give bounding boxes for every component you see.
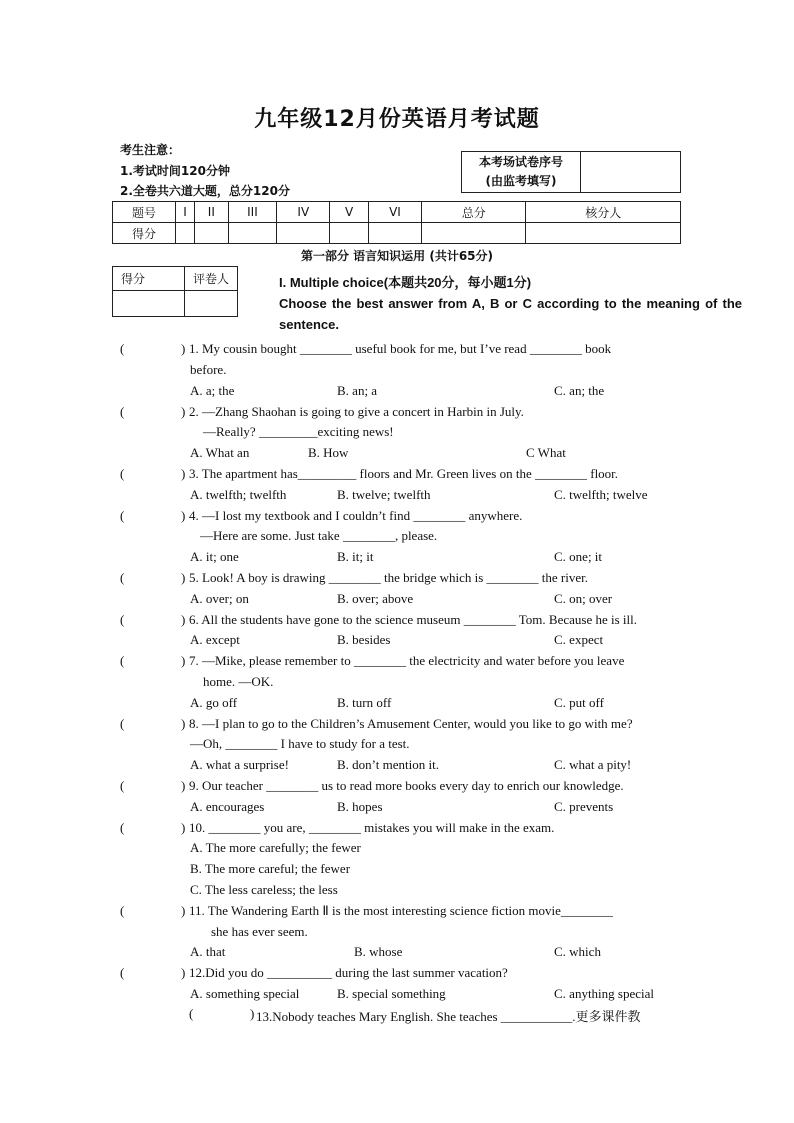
score-col-checker: 核分人 bbox=[526, 202, 681, 223]
score-col-1: I bbox=[176, 202, 195, 223]
score-cell[interactable] bbox=[194, 223, 228, 244]
answer-blank[interactable] bbox=[128, 404, 179, 420]
score-cell[interactable] bbox=[176, 223, 195, 244]
option-a[interactable]: A. over; on bbox=[190, 591, 249, 606]
option-c[interactable]: C. which bbox=[554, 944, 601, 959]
section-heading: I. Multiple choice(本题共20分，每小题1分) bbox=[279, 275, 532, 290]
notice-line-2: 2.全卷共六道大题，总分120分 bbox=[120, 184, 290, 198]
serial-number-field[interactable] bbox=[581, 152, 681, 193]
option-b[interactable]: B. twelve; twelfth bbox=[337, 487, 431, 502]
answer-paren-close: ) bbox=[181, 466, 186, 481]
option-a[interactable]: A. what a surprise! bbox=[190, 757, 289, 772]
answer-blank[interactable] bbox=[128, 903, 179, 919]
answer-paren-open: ( bbox=[120, 570, 125, 585]
option-b[interactable]: B. whose bbox=[354, 944, 403, 959]
score-col-total: 总分 bbox=[422, 202, 526, 223]
option-b[interactable]: B. The more careful; the fewer bbox=[190, 861, 351, 876]
score-col-4: IV bbox=[277, 202, 330, 223]
option-c[interactable]: C. prevents bbox=[554, 799, 614, 814]
serial-label: 本考场试卷序号 bbox=[478, 155, 563, 169]
answer-blank[interactable] bbox=[128, 508, 179, 524]
serial-number-box bbox=[461, 151, 681, 193]
option-c[interactable]: C. on; over bbox=[554, 591, 613, 606]
option-a[interactable]: A. a; the bbox=[190, 383, 235, 398]
answer-paren-close: ) bbox=[181, 508, 186, 523]
answer-paren-open: ( bbox=[120, 612, 125, 627]
answer-paren-open: ( bbox=[120, 466, 125, 481]
option-c[interactable]: C. The less careless; the less bbox=[190, 882, 338, 897]
score-col-2: II bbox=[194, 202, 228, 223]
question-text: 5. Look! A boy is drawing ________ the bridge which is ________ the river. bbox=[189, 570, 588, 585]
option-a[interactable]: A. encourages bbox=[190, 799, 265, 814]
part-title: 第一部分 语言知识运用 (共计65分) bbox=[300, 249, 494, 263]
answer-paren-close: ) bbox=[181, 716, 186, 731]
page-title: 九年级12月份英语月考试题 bbox=[254, 107, 540, 132]
option-a[interactable]: A. that bbox=[190, 944, 226, 959]
score-cell[interactable] bbox=[526, 223, 681, 244]
question-text-continued: —Here are some. Just take ________, please. bbox=[200, 528, 438, 543]
question-text-continued: home. —OK. bbox=[203, 674, 274, 689]
score-table bbox=[112, 201, 681, 244]
score-col-5: V bbox=[330, 202, 368, 223]
answer-blank[interactable] bbox=[128, 570, 179, 586]
question-text: 10. ________ you are, ________ mistakes you will make in the exam. bbox=[189, 820, 555, 835]
answer-paren-close: ) bbox=[181, 404, 186, 419]
option-b[interactable]: B. over; above bbox=[337, 591, 414, 606]
grader-name-label: 评卷人 bbox=[185, 267, 238, 291]
option-b[interactable]: B. turn off bbox=[337, 695, 392, 710]
score-cell[interactable] bbox=[422, 223, 526, 244]
option-b[interactable]: B. How bbox=[308, 445, 349, 460]
grader-score-cell[interactable] bbox=[113, 291, 185, 317]
option-a[interactable]: A. What an bbox=[190, 445, 250, 460]
answer-paren-close: ) bbox=[181, 653, 186, 668]
option-a[interactable]: A. it; one bbox=[190, 549, 239, 564]
answer-paren-close: ) bbox=[250, 1006, 255, 1021]
option-b[interactable]: B. don’t mention it. bbox=[337, 757, 439, 772]
question-text: 8. —I plan to go to the Children’s Amusement Center, would you like to go with me? bbox=[189, 716, 633, 731]
score-cell[interactable] bbox=[277, 223, 330, 244]
answer-blank[interactable] bbox=[128, 341, 179, 357]
answer-paren-close: ) bbox=[181, 778, 186, 793]
answer-paren-close: ) bbox=[181, 612, 186, 627]
option-c[interactable]: C. an; the bbox=[554, 383, 605, 398]
question-text: 12.Did you do __________ during the last summer vacation? bbox=[189, 965, 508, 980]
answer-blank[interactable] bbox=[128, 466, 179, 482]
answer-paren-open: ( bbox=[189, 1006, 194, 1021]
score-col-3: III bbox=[228, 202, 277, 223]
answer-paren-open: ( bbox=[120, 778, 125, 793]
grader-score-label: 得分 bbox=[113, 267, 185, 291]
answer-paren-open: ( bbox=[120, 903, 125, 918]
question-text: 9. Our teacher ________ us to read more books every day to enrich our knowledge. bbox=[189, 778, 624, 793]
option-a[interactable]: A. something special bbox=[190, 986, 300, 1001]
option-a[interactable]: A. twelfth; twelfth bbox=[190, 487, 287, 502]
option-c[interactable]: C. anything special bbox=[554, 986, 655, 1001]
score-row-label: 得分 bbox=[113, 223, 176, 244]
option-b[interactable]: B. it; it bbox=[337, 549, 374, 564]
question-text: 11. The Wandering Earth Ⅱ is the most interesting science fiction movie________ bbox=[189, 903, 613, 918]
answer-blank[interactable] bbox=[128, 612, 179, 628]
option-c[interactable]: C. expect bbox=[554, 632, 604, 647]
option-b[interactable]: B. hopes bbox=[337, 799, 383, 814]
question-text-continued: —Really? _________exciting news! bbox=[203, 424, 394, 439]
option-c[interactable]: C. twelfth; twelve bbox=[554, 487, 648, 502]
serial-sublabel: (由监考填写) bbox=[485, 174, 557, 188]
question-text-continued: she has ever seem. bbox=[211, 924, 308, 939]
answer-blank[interactable] bbox=[197, 1006, 248, 1022]
answer-paren-close: ) bbox=[181, 341, 186, 356]
option-c[interactable]: C. what a pity! bbox=[554, 757, 632, 772]
score-col-6: VI bbox=[368, 202, 421, 223]
answer-paren-close: ) bbox=[181, 903, 186, 918]
answer-blank[interactable] bbox=[128, 716, 179, 732]
notice-heading: 考生注意： bbox=[120, 143, 181, 157]
question-text-continued: —Oh, ________ I have to study for a test. bbox=[190, 736, 410, 751]
question-text: 3. The apartment has_________ floors and Mr. Green lives on the ________ floor. bbox=[189, 466, 619, 481]
score-header-label: 题号 bbox=[113, 202, 176, 223]
answer-paren-close: ) bbox=[181, 570, 186, 585]
answer-paren-open: ( bbox=[120, 965, 125, 980]
score-cell[interactable] bbox=[228, 223, 277, 244]
score-cell[interactable] bbox=[368, 223, 421, 244]
question-text: 1. My cousin bought ________ useful book for me, but I’ve read ________ book bbox=[189, 341, 612, 356]
question-text: 4. —I lost my textbook and I couldn’t find ________ anywhere. bbox=[189, 508, 523, 523]
question-text: 7. —Mike, please remember to ________ the electricity and water before you leave bbox=[189, 653, 625, 668]
option-a[interactable]: A. The more carefully; the fewer bbox=[190, 840, 361, 855]
option-c[interactable]: C. one; it bbox=[554, 549, 603, 564]
option-c[interactable]: C What bbox=[526, 445, 566, 460]
answer-blank[interactable] bbox=[128, 778, 179, 794]
answer-paren-open: ( bbox=[120, 820, 125, 835]
answer-paren-close: ) bbox=[181, 820, 186, 835]
question-text-continued: before. bbox=[190, 362, 227, 377]
option-b[interactable]: B. an; a bbox=[337, 383, 378, 398]
answer-paren-open: ( bbox=[120, 341, 125, 356]
answer-paren-open: ( bbox=[120, 653, 125, 668]
score-cell[interactable] bbox=[330, 223, 368, 244]
section-instruction: Choose the best answer from A, B or C according to the meaning of the sentence. bbox=[279, 296, 742, 332]
question-text: 2. —Zhang Shaohan is going to give a concert in Harbin in July. bbox=[189, 404, 524, 419]
answer-paren-open: ( bbox=[120, 404, 125, 419]
option-b[interactable]: B. special something bbox=[337, 986, 446, 1001]
question-text: 6. All the students have gone to the science museum ________ Tom. Because he is ill. bbox=[189, 612, 637, 627]
grader-name-cell[interactable] bbox=[185, 291, 238, 317]
answer-paren-open: ( bbox=[120, 508, 125, 523]
option-a[interactable]: A. go off bbox=[190, 695, 238, 710]
option-c[interactable]: C. put off bbox=[554, 695, 604, 710]
option-b[interactable]: B. besides bbox=[337, 632, 391, 647]
option-a[interactable]: A. except bbox=[190, 632, 240, 647]
grader-box bbox=[112, 266, 238, 317]
answer-paren-open: ( bbox=[120, 716, 125, 731]
answer-paren-close: ) bbox=[181, 965, 186, 980]
answer-blank[interactable] bbox=[128, 965, 179, 981]
question-text: 13.Nobody teaches Mary English. She teaches ___________.更多课件教 bbox=[256, 1009, 641, 1024]
answer-blank[interactable] bbox=[128, 653, 179, 669]
notice-line-1: 1.考试时间120分钟 bbox=[120, 164, 230, 178]
answer-blank[interactable] bbox=[128, 820, 179, 836]
